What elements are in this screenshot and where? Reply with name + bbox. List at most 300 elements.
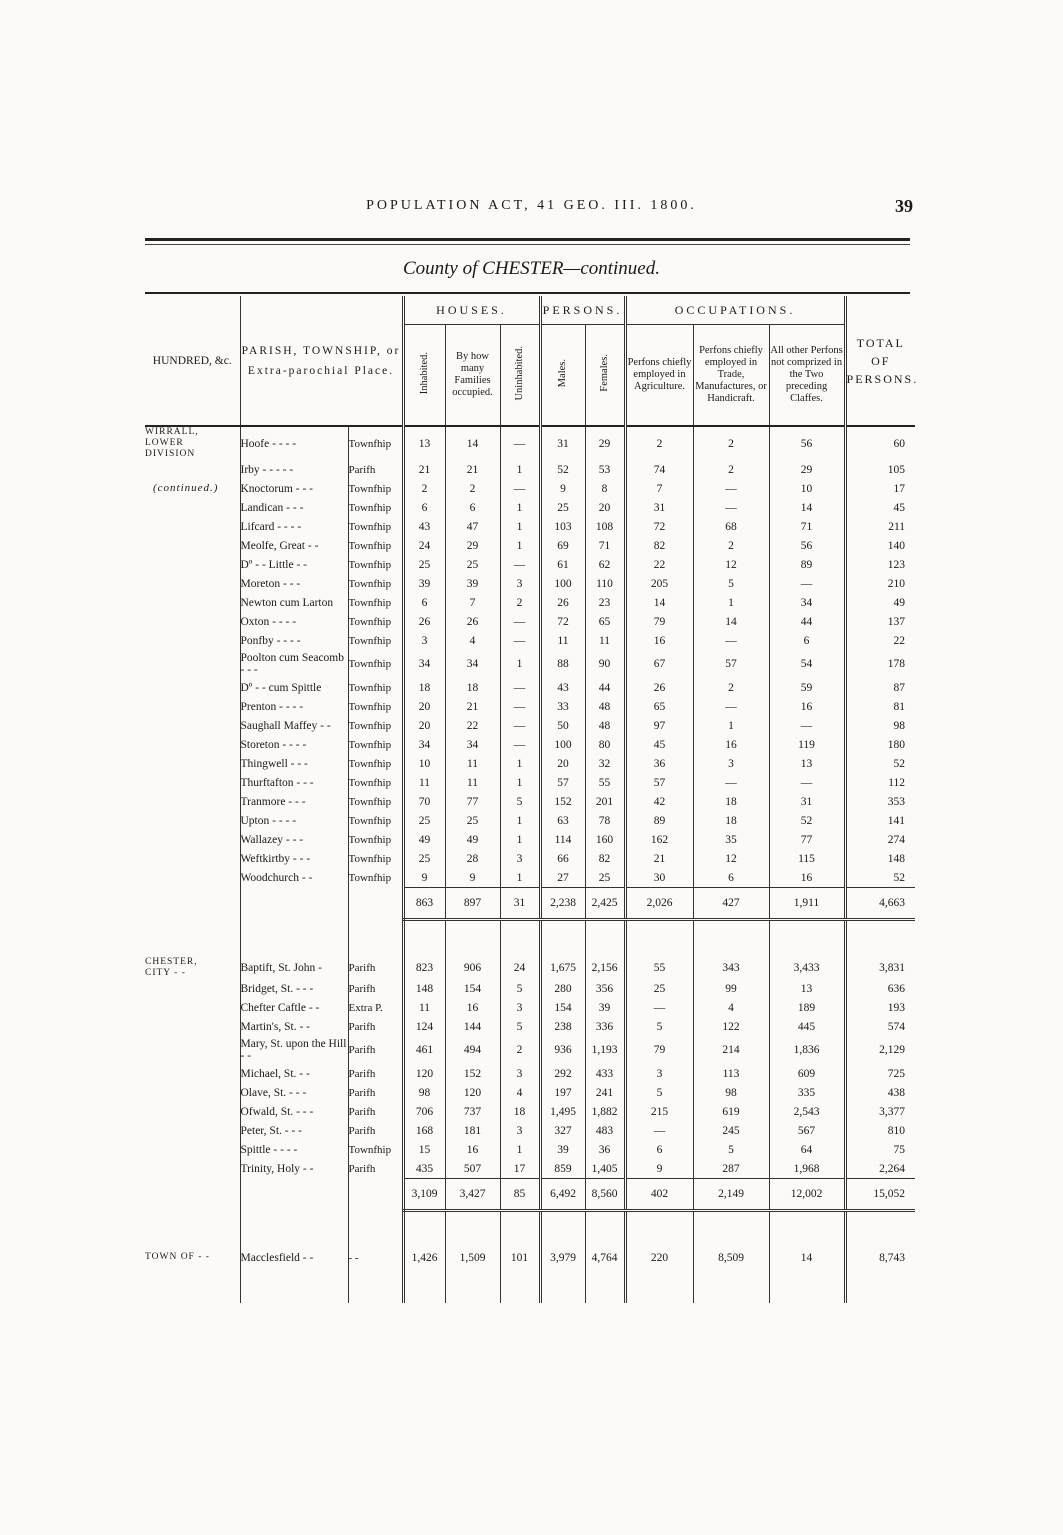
value-cell: 31 [625,498,693,517]
value-cell: 89 [769,555,845,574]
value-cell: 49 [403,830,445,849]
head-rule [145,238,910,241]
table-row [145,773,915,792]
value-cell: 17 [845,479,915,498]
value-cell: 1 [500,1140,540,1159]
place-type: Townfhip [348,612,403,631]
col-parish-label: PARISH, TOWNSHIP, or Extra-parochial Place. [241,344,401,377]
col-total [845,296,919,426]
value-cell: 25 [445,555,500,574]
value-cell: 88 [540,650,585,678]
hundred-cell [145,1083,240,1102]
value-cell: 280 [540,979,585,998]
value-cell: 274 [845,830,915,849]
value-cell: 48 [585,697,625,716]
value-cell: 29 [445,536,500,555]
table-row [145,716,915,735]
col-females-label: Females. [598,354,610,392]
value-cell: 1,675 [540,957,585,979]
value-cell: 61 [540,555,585,574]
value-cell: 48 [585,716,625,735]
value-cell: 201 [585,792,625,811]
value-cell: 21 [625,849,693,868]
value-cell: 245 [693,1121,769,1140]
value-cell: — [693,773,769,792]
value-cell: 619 [693,1102,769,1121]
value-cell: 100 [540,735,585,754]
hundred-cell [145,735,240,754]
value-cell: 1 [500,868,540,888]
value-cell: 148 [403,979,445,998]
hundred-cell [145,426,240,460]
value-cell: 108 [585,517,625,536]
value-cell: 44 [769,612,845,631]
occupations-group: OCCUPATIONS. [625,296,845,325]
value-cell: 3 [500,998,540,1017]
value-cell: 39 [540,1140,585,1159]
place-type: Townfhip [348,574,403,593]
value-cell: 72 [625,517,693,536]
value-cell: 98 [845,716,915,735]
value-cell: 16 [769,868,845,888]
bottom-gap [145,1267,915,1303]
value-cell: 36 [625,754,693,773]
hundred-cell [145,868,240,888]
value-cell: 16 [769,697,845,716]
value-cell: 66 [540,849,585,868]
value-cell: 70 [403,792,445,811]
value-cell: 3 [500,1121,540,1140]
col-families: By how many Families occupied. [445,325,500,427]
table-row [145,498,915,517]
value-cell: 210 [845,574,915,593]
value-cell: 636 [845,979,915,998]
place-type: Townfhip [348,716,403,735]
value-cell: 34 [445,650,500,678]
place-type: Townfhip [348,479,403,498]
place-name: Michael, St. - - [240,1064,348,1083]
total-value: 8,560 [585,1179,625,1211]
value-cell: 3 [625,1064,693,1083]
value-cell: 55 [625,957,693,979]
value-cell: 27 [540,868,585,888]
hundred-cell [145,957,240,979]
value-cell: 574 [845,1017,915,1036]
hundred-cell [145,678,240,697]
page-number: 39 [895,196,913,216]
value-cell: 114 [540,830,585,849]
col-males [540,325,585,427]
totals-spacer [240,1179,348,1211]
hundred-cell [145,1036,240,1064]
value-cell: 1,882 [585,1102,625,1121]
value-cell: 24 [403,536,445,555]
place-type: Parifh [348,460,403,479]
value-cell: 15 [403,1140,445,1159]
hundred-cell [145,1248,240,1267]
value-cell: 43 [403,517,445,536]
value-cell: 45 [845,498,915,517]
value-cell: 54 [769,650,845,678]
value-cell: 13 [403,426,445,460]
value-cell: 9 [625,1159,693,1179]
place-type: Townfhip [348,849,403,868]
value-cell: 29 [769,460,845,479]
value-cell: 87 [845,678,915,697]
place-name: Tranmore - - - [240,792,348,811]
table-row [145,754,915,773]
value-cell: 2 [693,460,769,479]
value-cell: 60 [845,426,915,460]
col-uninhabited-label: Uninhabited. [513,345,525,401]
value-cell: 64 [769,1140,845,1159]
place-name: Macclesfield - - [240,1248,348,1267]
place-type: Townfhip [348,773,403,792]
table-row [145,460,915,479]
value-cell: 52 [845,868,915,888]
value-cell: 1 [500,830,540,849]
value-cell: 20 [403,697,445,716]
value-cell: 49 [445,830,500,849]
hundred-cell [145,593,240,612]
value-cell: 9 [540,479,585,498]
total-value: 402 [625,1179,693,1211]
value-cell: 59 [769,678,845,697]
value-cell: 1 [500,811,540,830]
value-cell: 79 [625,1036,693,1064]
value-cell: 50 [540,716,585,735]
value-cell: 71 [769,517,845,536]
value-cell: 5 [693,574,769,593]
value-cell: 609 [769,1064,845,1083]
value-cell: 1,426 [403,1248,445,1267]
value-cell: 205 [625,574,693,593]
hundred-cell [145,792,240,811]
value-cell: 737 [445,1102,500,1121]
value-cell: 22 [845,631,915,650]
value-cell: 120 [403,1064,445,1083]
value-cell: 97 [625,716,693,735]
place-type: Townfhip [348,792,403,811]
table-row [145,612,915,631]
value-cell: 10 [769,479,845,498]
value-cell: 22 [445,716,500,735]
value-cell: 6 [693,868,769,888]
value-cell: 26 [540,593,585,612]
value-cell: 25 [403,811,445,830]
census-body [145,426,915,1303]
table-row [145,998,915,1017]
hundred-name: CITY - - [145,968,186,978]
place-name: Thingwell - - - [240,754,348,773]
table-row [145,957,915,979]
value-cell: 1 [500,517,540,536]
hundred-cell [145,998,240,1017]
table-row [145,830,915,849]
table-row [145,849,915,868]
value-cell: 55 [585,773,625,792]
value-cell: 160 [585,830,625,849]
value-cell: 433 [585,1064,625,1083]
place-name: Weftkirtby - - - [240,849,348,868]
value-cell: 11 [445,773,500,792]
value-cell: 122 [693,1017,769,1036]
county-subtitle: County of CHESTER—continued. [402,258,660,279]
hundred-cell [145,1102,240,1121]
value-cell: 75 [845,1140,915,1159]
place-name: Landican - - - [240,498,348,517]
place-type: Townfhip [348,593,403,612]
place-name: Upton - - - - [240,811,348,830]
value-cell: 438 [845,1083,915,1102]
place-name: Olave, St. - - - [240,1083,348,1102]
place-name: Martin's, St. - - [240,1017,348,1036]
col-total-label: TOTAL OF PERSONS. [846,335,919,386]
hundred-cell [145,754,240,773]
value-cell: 18 [445,678,500,697]
place-type: Townfhip [348,830,403,849]
table-row [145,1083,915,1102]
value-cell: 11 [585,631,625,650]
value-cell: 62 [585,555,625,574]
totals-row [145,1179,915,1211]
value-cell: — [625,998,693,1017]
value-cell: — [500,555,540,574]
value-cell: 1 [693,716,769,735]
value-cell: 21 [403,460,445,479]
value-cell: 26 [625,678,693,697]
value-cell: 124 [403,1017,445,1036]
value-cell: 52 [540,460,585,479]
value-cell: 30 [625,868,693,888]
value-cell: 112 [845,773,915,792]
value-cell: 2 [693,426,769,460]
value-cell: 178 [845,650,915,678]
place-name: Irby - - - - - [240,460,348,479]
value-cell: 43 [540,678,585,697]
value-cell: 34 [403,650,445,678]
place-name: Oxton - - - - [240,612,348,631]
hundred-cell [145,979,240,998]
value-cell: 110 [585,574,625,593]
running-head: POPULATION ACT, 41 GEO. III. 1800. [366,198,697,213]
value-cell: 44 [585,678,625,697]
value-cell: — [693,697,769,716]
value-cell: 2 [500,1036,540,1064]
place-name: Peter, St. - - - [240,1121,348,1140]
hundred-cell [145,517,240,536]
value-cell: 162 [625,830,693,849]
value-cell: 18 [403,678,445,697]
value-cell: 39 [585,998,625,1017]
place-type: Townfhip [348,426,403,460]
place-type: Townfhip [348,1140,403,1159]
hundred-name: DIVISION [145,449,196,459]
place-type: Townfhip [348,735,403,754]
value-cell: 336 [585,1017,625,1036]
value-cell: 287 [693,1159,769,1179]
value-cell: 33 [540,697,585,716]
value-cell: 21 [445,697,500,716]
value-cell: 2 [500,593,540,612]
total-value: 85 [500,1179,540,1211]
place-type: Townfhip [348,754,403,773]
table-row [145,1102,915,1121]
value-cell: 8 [585,479,625,498]
value-cell: — [500,426,540,460]
value-cell: 211 [845,517,915,536]
houses-group: HOUSES. [403,296,540,325]
total-value: 3,427 [445,1179,500,1211]
hundred-cell [145,650,240,678]
value-cell: 26 [445,612,500,631]
value-cell: 168 [403,1121,445,1140]
place-name: Dº - - cum Spittle [240,678,348,697]
place-name: Ponfby - - - - [240,631,348,650]
table-row [145,1140,915,1159]
value-cell: 11 [540,631,585,650]
value-cell: 353 [845,792,915,811]
value-cell: 21 [445,460,500,479]
value-cell: 1 [500,498,540,517]
value-cell: 2 [693,536,769,555]
table-row [145,1064,915,1083]
table-row [145,979,915,998]
value-cell: 214 [693,1036,769,1064]
value-cell: — [693,498,769,517]
value-cell: 215 [625,1102,693,1121]
place-type: Townfhip [348,697,403,716]
value-cell: 3 [500,849,540,868]
value-cell: 89 [625,811,693,830]
place-type: Parifh [348,1159,403,1179]
place-type: Townfhip [348,650,403,678]
value-cell: 193 [845,998,915,1017]
place-type: Parifh [348,1102,403,1121]
place-type: Parifh [348,957,403,979]
value-cell: 90 [585,650,625,678]
place-type: Townfhip [348,631,403,650]
value-cell: 20 [585,498,625,517]
totals-spacer [145,1179,240,1211]
totals-spacer [348,1179,403,1211]
value-cell: 725 [845,1064,915,1083]
value-cell: 35 [693,830,769,849]
value-cell: 241 [585,1083,625,1102]
table-row [145,678,915,697]
value-cell: 65 [625,697,693,716]
place-name: Spittle - - - - [240,1140,348,1159]
value-cell: 3 [500,1064,540,1083]
value-cell: — [769,773,845,792]
hundred-cell [145,536,240,555]
hundred-name: WIRRALL, [145,427,199,437]
value-cell: 137 [845,612,915,631]
value-cell: 220 [625,1248,693,1267]
value-cell: — [625,1121,693,1140]
value-cell: 154 [540,998,585,1017]
place-name: Knoctorum - - - [240,479,348,498]
value-cell: 11 [403,998,445,1017]
value-cell: 25 [403,849,445,868]
value-cell: 2,156 [585,957,625,979]
value-cell: 3,377 [845,1102,915,1121]
place-name: Mary, St. upon the Hill - - [240,1038,347,1062]
value-cell: 24 [500,957,540,979]
place-name: Ofwald, St. - - - [240,1102,348,1121]
value-cell: 148 [845,849,915,868]
value-cell: 29 [585,426,625,460]
value-cell: 98 [693,1083,769,1102]
value-cell: 68 [693,517,769,536]
value-cell: 8,743 [845,1248,915,1267]
head-rule-thin [145,244,910,245]
hundred-cell [145,498,240,517]
table-row [145,697,915,716]
place-name: Meolfe, Great - - [240,536,348,555]
value-cell: 11 [445,754,500,773]
place-name: Saughall Maffey - - [240,716,348,735]
value-cell: 26 [403,612,445,631]
value-cell: 8,509 [693,1248,769,1267]
value-cell: — [500,735,540,754]
value-cell: 69 [540,536,585,555]
value-cell: 3 [500,574,540,593]
value-cell: — [500,612,540,631]
value-cell: 119 [769,735,845,754]
col-females [585,325,625,427]
value-cell: — [693,479,769,498]
value-cell: 189 [769,998,845,1017]
value-cell: 25 [540,498,585,517]
value-cell: 65 [585,612,625,631]
table-row [145,555,915,574]
table-row [145,735,915,754]
total-value: 2,425 [585,888,625,920]
total-value: 3,109 [403,1179,445,1211]
value-cell: — [769,716,845,735]
total-value: 12,002 [769,1179,845,1211]
hundred-cell [145,1140,240,1159]
value-cell: 14 [445,426,500,460]
place-name: Newton cum Larton [240,593,348,612]
place-type: Townfhip [348,536,403,555]
value-cell: 100 [540,574,585,593]
value-cell: 18 [693,811,769,830]
value-cell: 1,509 [445,1248,500,1267]
value-cell: 25 [403,555,445,574]
hundred-cell [145,460,240,479]
col-uninhabited [500,325,540,427]
hundred-cell [145,631,240,650]
col-hundred-label: HUNDRED, &c. [152,354,232,367]
value-cell: 144 [445,1017,500,1036]
table-row [145,1121,915,1140]
value-cell: 292 [540,1064,585,1083]
value-cell: 56 [769,536,845,555]
value-cell: — [500,678,540,697]
value-cell: 1,495 [540,1102,585,1121]
value-cell: 45 [625,735,693,754]
place-name: Thurftafton - - - [240,773,348,792]
value-cell: 4 [693,998,769,1017]
value-cell: 9 [403,868,445,888]
value-cell: 2 [403,479,445,498]
value-cell: 1,836 [769,1036,845,1064]
value-cell: — [500,479,540,498]
col-parish [240,296,403,426]
value-cell: 335 [769,1083,845,1102]
